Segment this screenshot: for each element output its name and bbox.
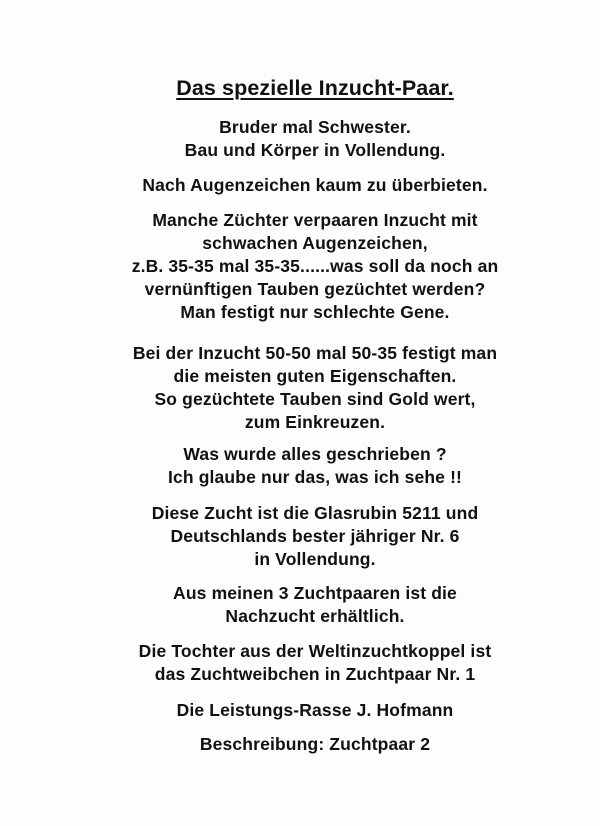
text-line: Bruder mal Schwester. xyxy=(219,117,411,137)
paragraph-augenzeichen xyxy=(0,174,600,197)
document-title: Das spezielle Inzucht-Paar. xyxy=(176,76,454,100)
text-line: schwachen Augenzeichen, xyxy=(202,233,428,253)
paragraph-zuchtpaaren xyxy=(0,582,600,628)
text-line: Bau und Körper in Vollendung. xyxy=(184,140,446,160)
text-line: Man festigt nur schlechte Gene. xyxy=(180,302,450,322)
text-line: Aus meinen 3 Zuchtpaaren ist die xyxy=(173,583,457,603)
text-line: in Vollendung. xyxy=(254,549,376,569)
text-line: Ich glaube nur das, was ich sehe !! xyxy=(167,467,463,487)
text-line: die meisten guten Eigenschaften. xyxy=(173,366,457,386)
paragraph-inzucht-50-50 xyxy=(0,342,600,434)
text-line: Die Tochter aus der Weltinzuchtkoppel ist xyxy=(138,641,492,661)
text-line: zum Einkreuzen. xyxy=(244,412,386,432)
text-line: Nach Augenzeichen kaum zu überbieten. xyxy=(142,175,488,195)
text-line: Was wurde alles geschrieben ? xyxy=(183,444,447,464)
paragraph-manche-zuechter xyxy=(0,209,600,324)
text-line: vernünftigen Tauben gezüchtet werden? xyxy=(144,279,486,299)
text-line: Nachzucht erhältlich. xyxy=(225,606,405,626)
text-line: das Zuchtweibchen in Zuchtpaar Nr. 1 xyxy=(154,664,476,684)
text-line: z.B. 35-35 mal 35-35......was soll da noch an xyxy=(131,256,499,276)
text-line: Beschreibung: Zuchtpaar 2 xyxy=(199,734,431,754)
paragraph-bruder-schwester xyxy=(0,116,600,162)
text-line: Die Leistungs-Rasse J. Hofmann xyxy=(176,700,454,720)
paragraph-leistungs-rasse xyxy=(0,699,600,722)
paragraph-beschreibung xyxy=(0,733,600,756)
text-line: Diese Zucht ist die Glasrubin 5211 und xyxy=(151,503,479,523)
text-line: Bei der Inzucht 50-50 mal 50-35 festigt man xyxy=(132,343,498,363)
paragraph-was-wurde-geschrieben xyxy=(0,443,600,489)
paragraph-glasrubin xyxy=(0,502,600,571)
text-line: Deutschlands bester jähriger Nr. 6 xyxy=(170,526,460,546)
paragraph-tochter xyxy=(0,640,600,686)
text-line: So gezüchtete Tauben sind Gold wert, xyxy=(154,389,476,409)
text-line: Manche Züchter verpaaren Inzucht mit xyxy=(152,210,478,230)
